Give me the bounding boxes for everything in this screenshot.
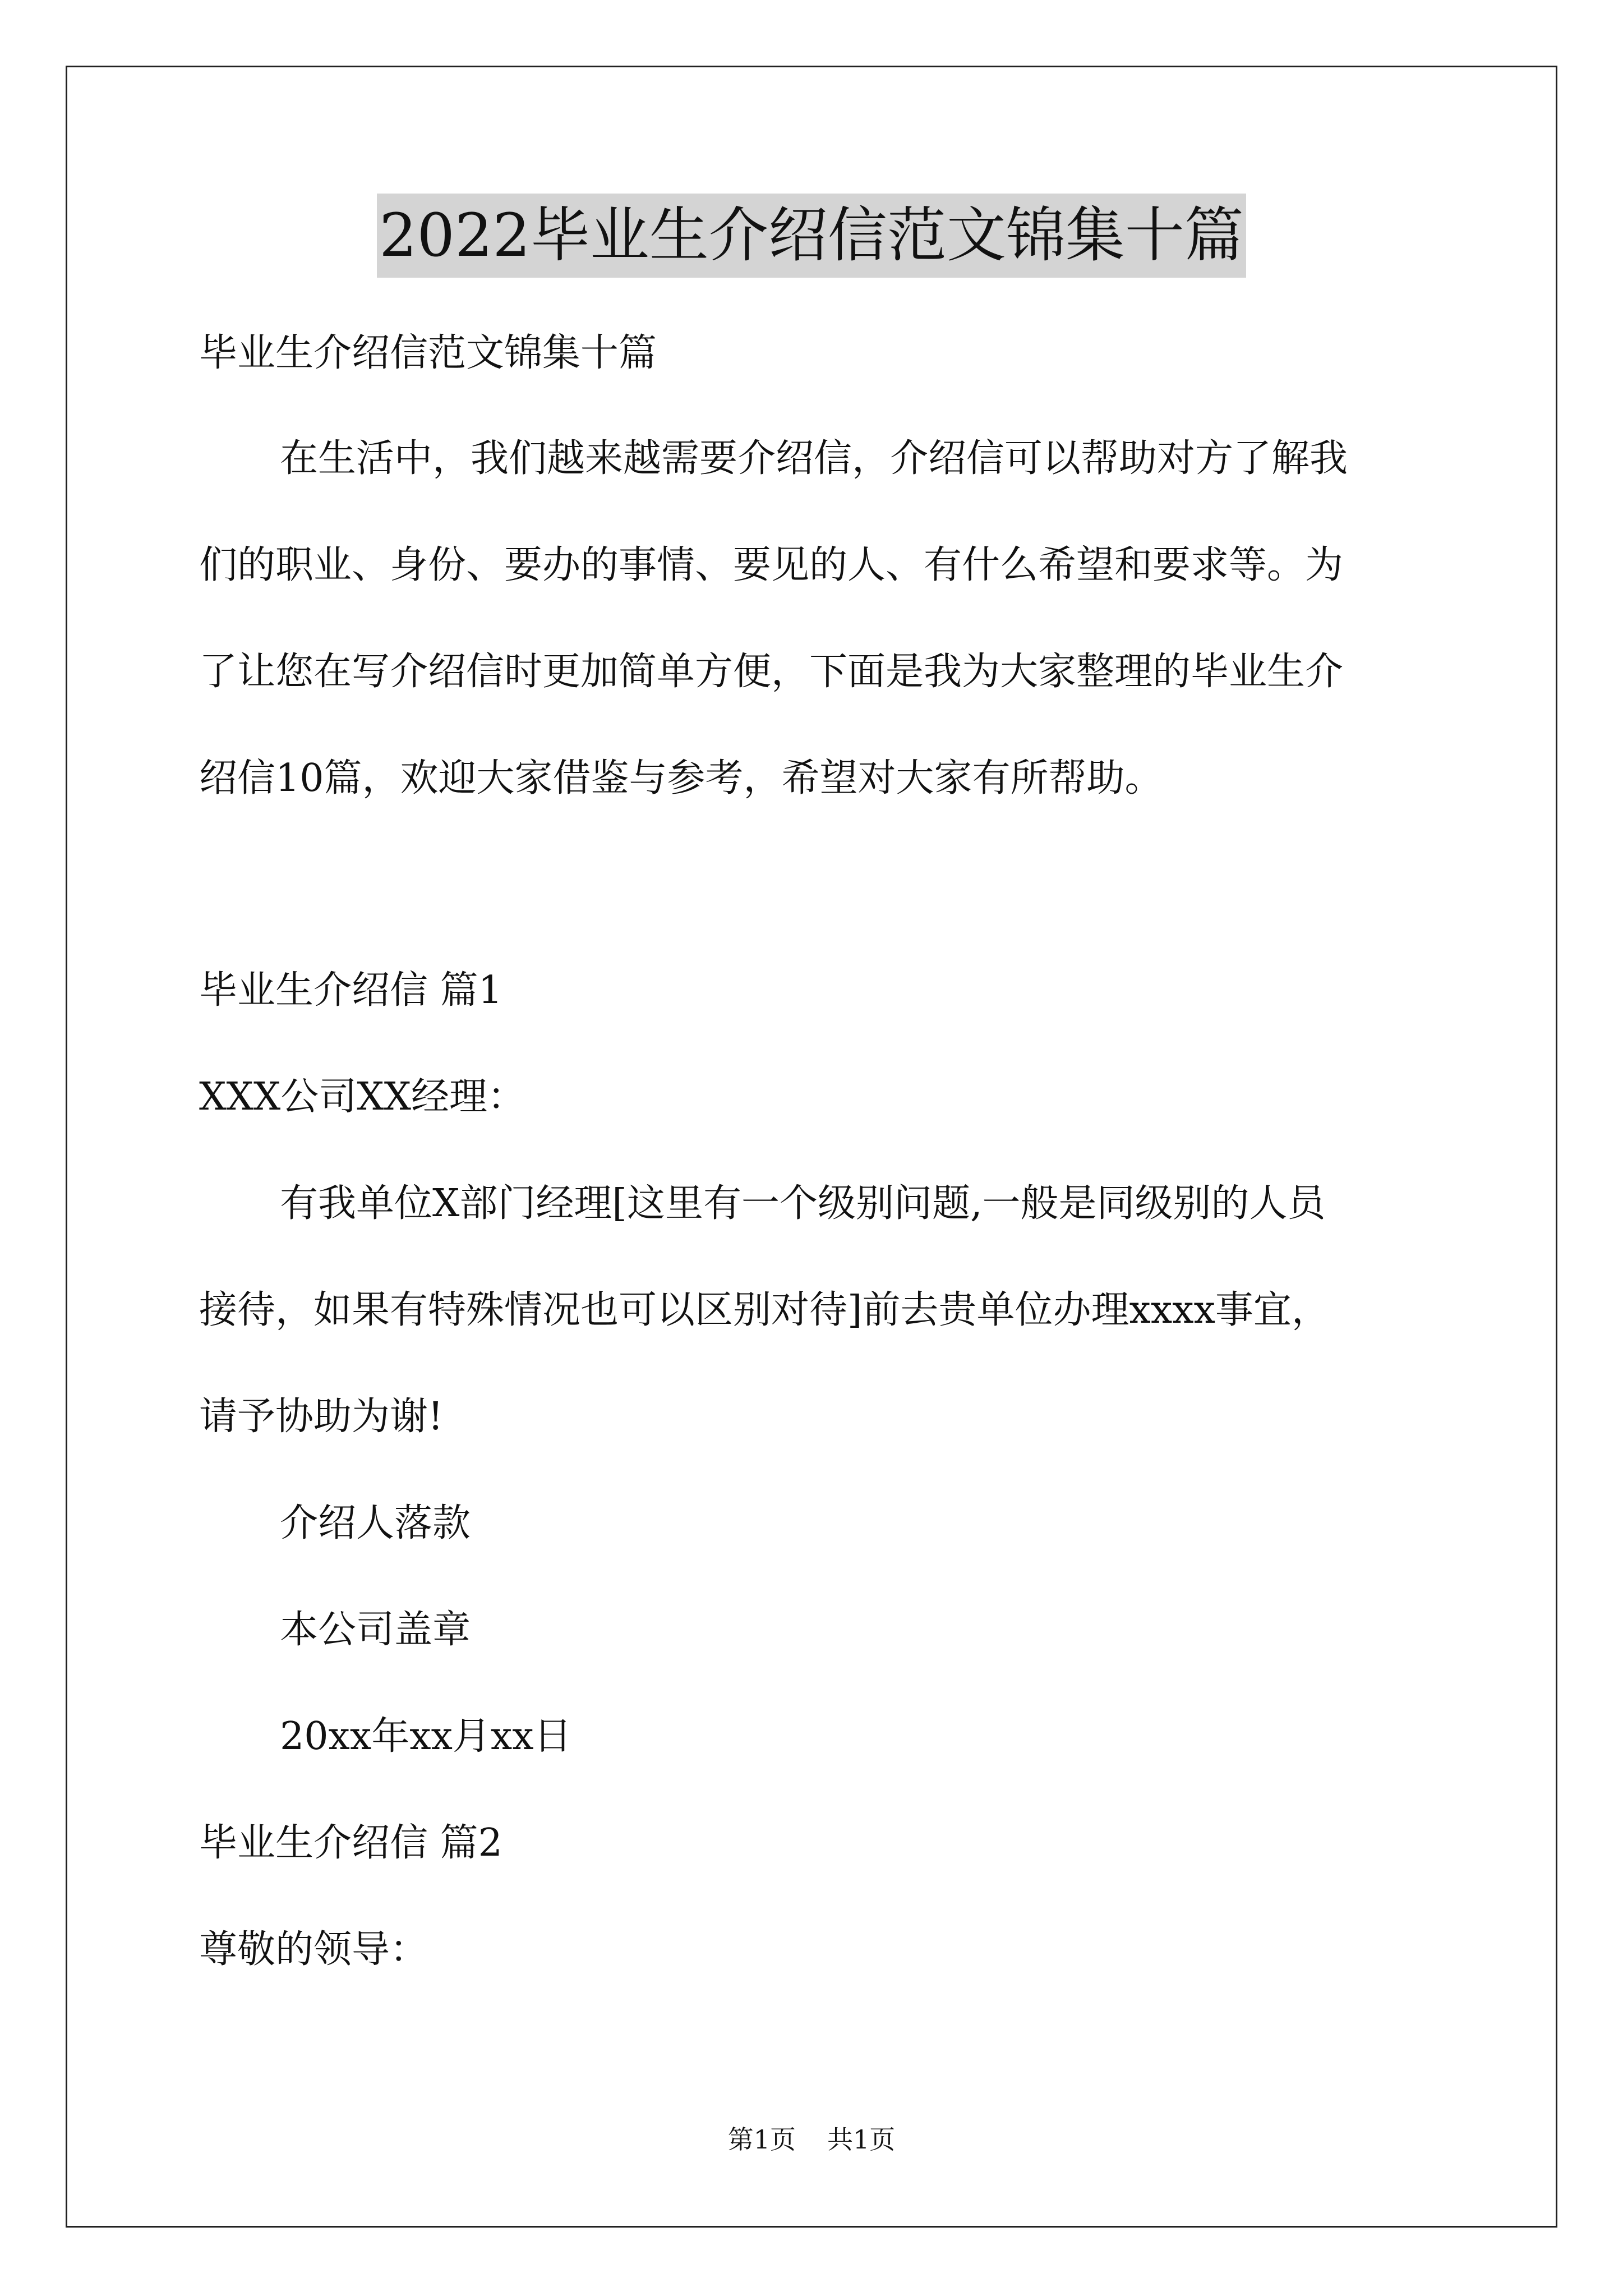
section-heading-1: 毕业生介绍信 篇1 [199,968,502,1013]
title-wrapper [0,194,1623,278]
signature-line: 介绍人落款 [280,1501,471,1545]
date-line: 20xx年xx月xx日 [280,1714,572,1759]
salutation-2: 尊敬的领导： [199,1927,428,1972]
page-total: 共1页 [827,2124,896,2155]
page-footer [0,2123,1623,2156]
signature-line: 本公司盖章 [280,1608,471,1652]
intro-line: 了让您在写介绍信时更加简单方便，下面是我为大家整理的毕业生介 [199,650,1344,694]
document-subtitle: 毕业生介绍信范文锦集十篇 [199,331,657,375]
intro-line: 们的职业、身份、要办的事情、要见的人、有什么希望和要求等。为 [199,543,1344,587]
intro-line: 在生活中，我们越来越需要介绍信，介绍信可以帮助对方了解我 [280,436,1348,481]
page-number: 第1页 [727,2124,796,2155]
body-line: 接待，如果有特殊情况也可以区别对待]前去贵单位办理xxxx事宜， [199,1288,1330,1332]
salutation-1: XXX公司XX经理： [199,1075,526,1119]
body-line: 请予协助为谢! [199,1395,444,1439]
document-body [199,303,1433,1978]
intro-line: 绍信10篇，欢迎大家借鉴与参考，希望对大家有所帮助。 [199,756,1163,800]
section-heading-2: 毕业生介绍信 篇2 [199,1821,502,1865]
body-line: 有我单位X部门经理[这里有一个级别问题,一般是同级别的人员 [280,1181,1326,1226]
document-title: 2022毕业生介绍信范文锦集十篇 [377,194,1246,278]
